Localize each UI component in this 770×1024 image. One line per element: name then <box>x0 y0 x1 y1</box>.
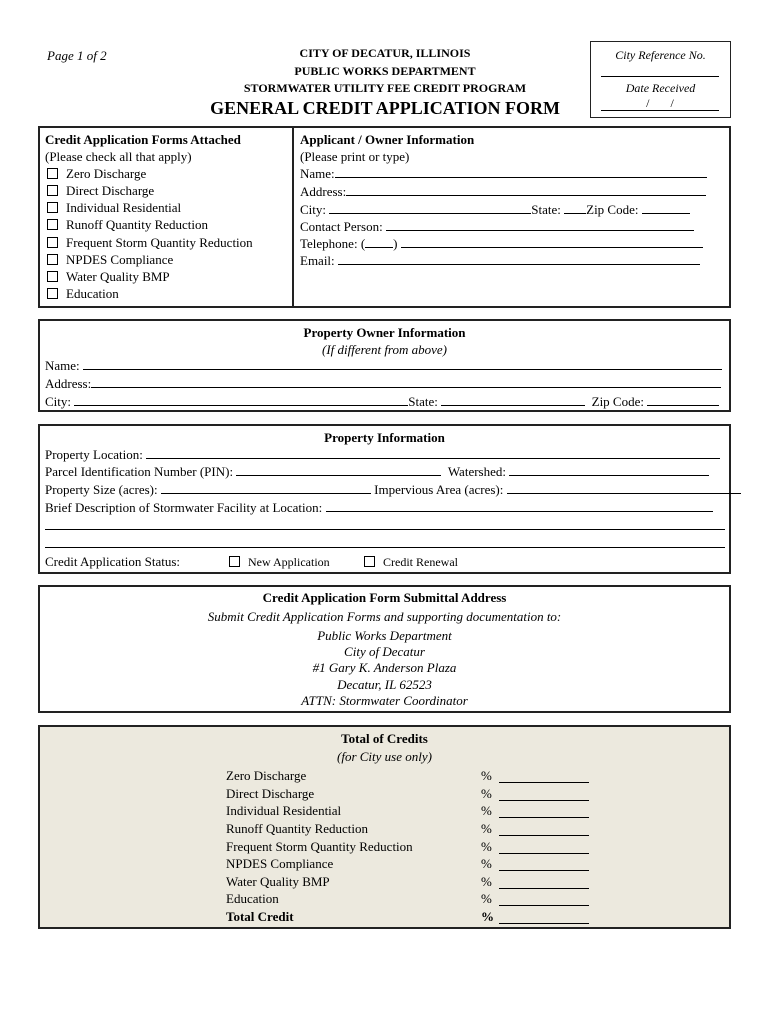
checkbox-label: New Application <box>248 555 330 569</box>
applicant-contact-field[interactable] <box>300 218 694 235</box>
column-divider <box>292 128 294 306</box>
field-label: ) <box>393 236 398 251</box>
checkbox[interactable] <box>47 254 58 265</box>
field-label: Brief Description of Stormwater Facility at Location: <box>45 500 323 515</box>
submittal-line: Submit Credit Application Forms and supporting documentation to: <box>207 609 562 624</box>
field-label: Name: <box>300 166 335 181</box>
credit-label: Water Quality BMP <box>226 874 330 889</box>
credit-row <box>226 767 606 784</box>
checkbox-item[interactable] <box>47 183 154 199</box>
checkbox-label: Water Quality BMP <box>66 269 170 284</box>
field-label: Watershed: <box>447 464 506 479</box>
applicant-heading: Applicant / Owner Information <box>300 132 475 147</box>
checkbox[interactable] <box>47 237 58 248</box>
city-reference-line[interactable] <box>601 76 719 77</box>
submittal-line: City of Decatur <box>344 644 425 659</box>
page-title: GENERAL CREDIT APPLICATION FORM <box>210 98 560 118</box>
total-credits-subheading: (for City use only) <box>337 749 432 764</box>
credit-value-field[interactable] <box>499 788 589 801</box>
property-size-field[interactable] <box>45 481 741 498</box>
pin-field[interactable] <box>45 463 709 480</box>
total-credits-heading: Total of Credits <box>341 731 428 746</box>
field-label: State: <box>531 202 561 217</box>
checkbox[interactable] <box>47 288 58 299</box>
credit-label: Direct Discharge <box>226 786 315 801</box>
applicant-telephone-field[interactable] <box>300 235 703 252</box>
field-label: Impervious Area (acres): <box>374 482 504 497</box>
field-label: Contact Person: <box>300 219 383 234</box>
checkbox-item[interactable] <box>47 166 146 182</box>
credit-row <box>226 890 606 907</box>
page-number: Page 1 of 2 <box>47 48 107 63</box>
field-label: State: <box>408 394 438 409</box>
applicant-city-field[interactable] <box>300 201 690 218</box>
header-city: CITY OF DECATUR, ILLINOIS <box>299 46 471 60</box>
checkbox-label: NPDES Compliance <box>66 252 174 267</box>
percent-symbol: % <box>481 909 494 924</box>
forms-attached-heading: Credit Application Forms Attached <box>45 132 241 147</box>
percent-symbol: % <box>481 768 492 783</box>
checkbox-item[interactable] <box>47 286 119 302</box>
property-owner-subheading: (If different from above) <box>321 342 448 357</box>
credit-label: Individual Residential <box>226 803 342 818</box>
field-label: Telephone: ( <box>300 236 366 251</box>
total-credit-row <box>226 908 606 925</box>
checkbox[interactable] <box>229 556 240 567</box>
checkbox-item[interactable] <box>47 235 253 251</box>
checkbox-label: Education <box>66 286 119 301</box>
applicant-email-field[interactable] <box>300 252 700 269</box>
field-label: Address: <box>300 184 347 199</box>
city-reference-box <box>590 41 731 118</box>
submittal-line: Public Works Department <box>317 628 452 643</box>
checkbox[interactable] <box>364 556 375 567</box>
property-info-heading: Property Information <box>324 430 445 445</box>
header-program: STORMWATER UTILITY FEE CREDIT PROGRAM <box>243 81 527 95</box>
applicant-subheading: (Please print or type) <box>300 149 410 164</box>
field-label: Name: <box>45 358 80 373</box>
checkbox[interactable] <box>47 202 58 213</box>
credit-status-label: Credit Application Status: <box>45 554 181 569</box>
checkbox[interactable] <box>47 185 58 196</box>
field-label: Zip Code: <box>586 202 639 217</box>
description-line[interactable] <box>45 547 725 548</box>
checkbox-label: Credit Renewal <box>383 555 458 569</box>
submittal-heading: Credit Application Form Submittal Address <box>262 590 507 605</box>
property-location-field[interactable] <box>45 446 720 463</box>
percent-symbol: % <box>481 856 492 871</box>
city-reference-label: City Reference No. <box>615 48 706 62</box>
applicant-address-field[interactable] <box>300 183 706 200</box>
credit-row <box>226 855 606 872</box>
field-label: Property Size (acres): <box>45 482 158 497</box>
checkbox-label: Frequent Storm Quantity Reduction <box>66 235 253 250</box>
owner-name-field[interactable] <box>45 357 722 374</box>
new-application-option[interactable] <box>229 554 330 570</box>
credit-row <box>226 802 606 819</box>
checkbox[interactable] <box>47 219 58 230</box>
owner-city-field[interactable] <box>45 393 719 410</box>
credit-label: NPDES Compliance <box>226 856 334 871</box>
checkbox-item[interactable] <box>47 252 173 268</box>
header-department: PUBLIC WORKS DEPARTMENT <box>294 64 476 78</box>
credit-row <box>226 785 606 802</box>
percent-symbol: % <box>481 839 492 854</box>
percent-symbol: % <box>481 786 492 801</box>
credit-value-field[interactable] <box>499 805 589 818</box>
field-label: Zip Code: <box>591 394 644 409</box>
property-owner-heading: Property Owner Information <box>303 325 466 340</box>
field-label: Address: <box>45 376 92 391</box>
total-credit-value-field[interactable] <box>499 911 589 924</box>
credit-value-field[interactable] <box>499 893 589 906</box>
credit-label: Frequent Storm Quantity Reduction <box>226 839 413 854</box>
percent-symbol: % <box>481 891 492 906</box>
credit-renewal-option[interactable] <box>364 554 458 570</box>
credit-value-field[interactable] <box>499 770 589 783</box>
submittal-line: #1 Gary K. Anderson Plaza <box>312 660 457 675</box>
checkbox-item[interactable] <box>47 269 170 285</box>
credit-label: Runoff Quantity Reduction <box>226 821 369 836</box>
credit-label: Education <box>226 891 279 906</box>
credit-value-field[interactable] <box>499 841 589 854</box>
field-label: City: <box>300 202 327 217</box>
applicant-name-field[interactable] <box>300 165 707 182</box>
submittal-line: ATTN: Stormwater Coordinator <box>301 693 468 708</box>
checkbox-label: Individual Residential <box>66 200 182 215</box>
facility-description-field[interactable] <box>45 499 713 516</box>
checkbox[interactable] <box>47 271 58 282</box>
percent-symbol: % <box>481 821 492 836</box>
submittal-line: Decatur, IL 62523 <box>337 677 432 692</box>
total-credit-label: Total Credit <box>226 909 294 924</box>
checkbox-item[interactable] <box>47 200 181 216</box>
field-label: Parcel Identification Number (PIN): <box>45 464 234 479</box>
percent-symbol: % <box>481 874 492 889</box>
checkbox[interactable] <box>47 168 58 179</box>
credit-row <box>226 838 606 855</box>
description-line[interactable] <box>45 529 725 530</box>
credit-value-field[interactable] <box>499 858 589 871</box>
credit-row <box>226 820 606 837</box>
credit-row <box>226 873 606 890</box>
date-received-label: Date Received <box>625 81 696 95</box>
field-label: Email: <box>300 253 335 268</box>
checkbox-item[interactable] <box>47 217 208 233</box>
checkbox-label: Runoff Quantity Reduction <box>66 217 209 232</box>
date-received-field[interactable] <box>601 96 719 111</box>
checkbox-label: Zero Discharge <box>66 166 147 181</box>
credit-label: Zero Discharge <box>226 768 307 783</box>
checkbox-label: Direct Discharge <box>66 183 155 198</box>
field-label: Property Location: <box>45 447 143 462</box>
credit-value-field[interactable] <box>499 876 589 889</box>
percent-symbol: % <box>481 803 492 818</box>
field-label: City: <box>45 394 72 409</box>
owner-address-field[interactable] <box>45 375 721 392</box>
credit-value-field[interactable] <box>499 823 589 836</box>
date-slashes: / / <box>646 96 674 110</box>
forms-attached-subheading: (Please check all that apply) <box>45 149 192 164</box>
